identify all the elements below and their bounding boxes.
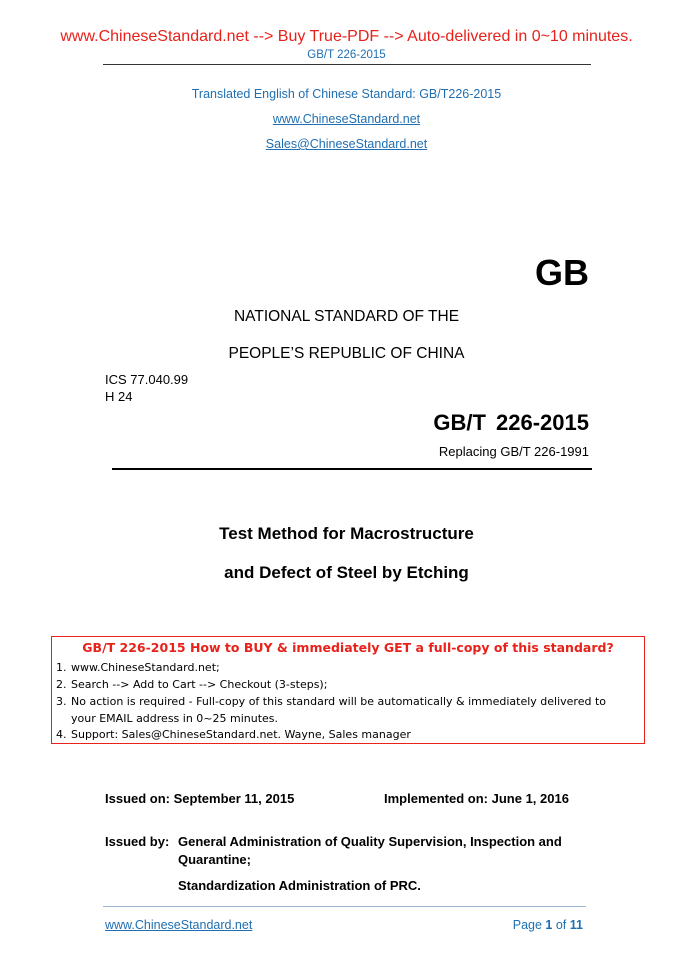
step-number: 4. — [56, 728, 67, 741]
page-current: 1 — [545, 918, 553, 932]
document-title-line2: and Defect of Steel by Etching — [224, 563, 469, 582]
issued-on-date: Issued on: September 11, 2015 — [105, 791, 295, 806]
purchase-step-continued — [71, 712, 278, 725]
header-doc-code: GB/T 226-2015 — [307, 49, 386, 61]
footer-website-link[interactable]: www.ChineseStandard.net — [105, 918, 253, 932]
national-standard-line1: NATIONAL STANDARD OF THE — [233, 308, 460, 325]
ccs-code: H 24 — [105, 389, 133, 404]
purchase-step — [56, 728, 411, 741]
step-text: Support: Sales@ChineseStandard.net. Wayne, Sales manager — [71, 728, 411, 741]
standard-number: GB/T 226-2015 — [433, 410, 589, 435]
step-number: 1. — [56, 661, 67, 674]
ics-code: ICS 77.040.99 — [105, 372, 189, 387]
step-text[interactable]: www.ChineseStandard.net; — [71, 661, 220, 674]
page-label: Page — [512, 918, 542, 932]
header-divider — [103, 64, 591, 65]
step-text: No action is required - Full-copy of this standard will be automatically & immediately delivered to — [71, 695, 607, 708]
website-link[interactable]: www.ChineseStandard.net — [272, 112, 421, 126]
replacing-note: Replacing GB/T 226-1991 — [438, 444, 589, 459]
top-banner-link[interactable]: www.ChineseStandard.net --> Buy True-PDF --> Auto-delivered in 0~10 minutes. — [60, 28, 633, 45]
purchase-step — [56, 695, 606, 708]
document-title-line1: Test Method for Macrostructure — [219, 524, 474, 543]
implemented-on-date: Implemented on: June 1, 2016 — [384, 791, 569, 806]
step-number: 3. — [56, 695, 67, 708]
title-divider — [112, 468, 592, 470]
footer-divider — [103, 906, 586, 907]
step-text: your EMAIL address in 0~25 minutes. — [71, 712, 279, 725]
issued-by-label: Issued by: — [105, 834, 170, 849]
issuer-line1: General Administration of Quality Supervision, Inspection and — [178, 834, 562, 849]
page-total: 11 — [569, 918, 583, 932]
sales-email-link[interactable]: Sales@ChineseStandard.net — [265, 137, 428, 151]
page-indicator — [0, 918, 583, 932]
purchase-heading: GB/T 226-2015 How to BUY & immediately GET a full-copy of this standard? — [82, 640, 614, 655]
page-of: of — [555, 918, 567, 932]
national-standard-line2: PEOPLE’S REPUBLIC OF CHINA — [228, 345, 465, 362]
translated-note: Translated English of Chinese Standard: GB/T226-2015 — [191, 87, 502, 101]
step-number: 2. — [56, 678, 67, 691]
purchase-step — [56, 661, 220, 674]
gb-logo: GB — [535, 252, 589, 293]
purchase-info-box — [51, 636, 645, 744]
purchase-step — [56, 678, 327, 691]
step-text: Search --> Add to Cart --> Checkout (3-steps); — [71, 678, 328, 691]
issuer-line1-continued: Quarantine; — [178, 852, 251, 867]
issuer-line2: Standardization Administration of PRC. — [178, 878, 421, 893]
